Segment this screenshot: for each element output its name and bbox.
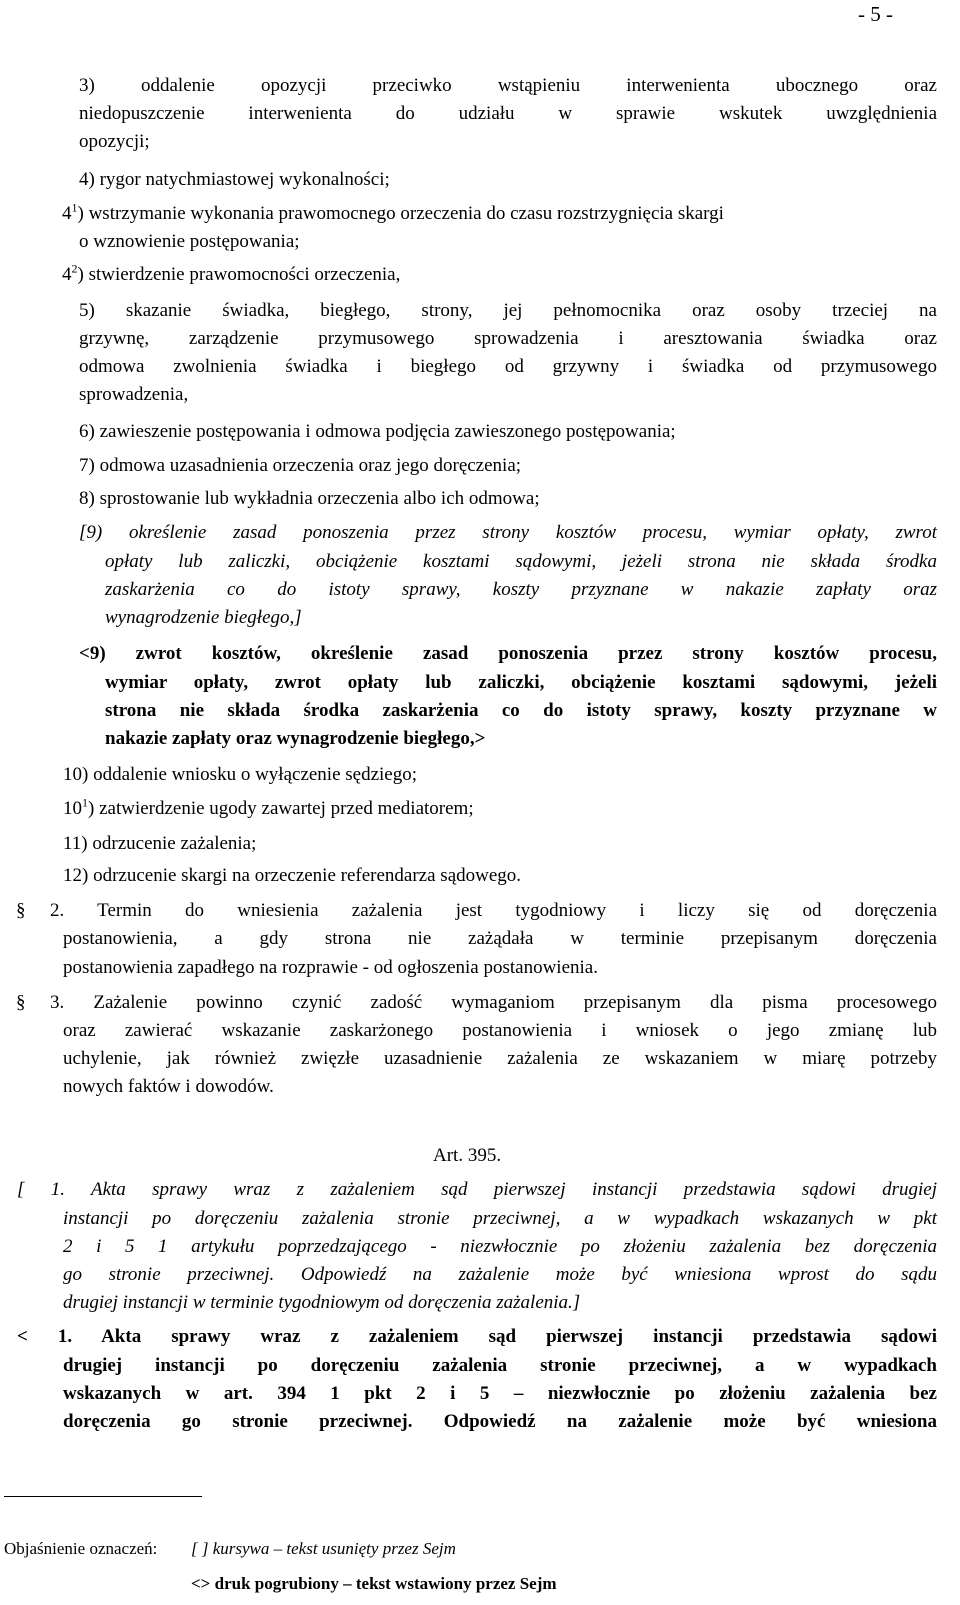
item-12: 12) odrzucenie skargi na orzeczenie referendarza sądowego. bbox=[63, 865, 522, 886]
superscript: 1 bbox=[82, 795, 88, 810]
item-5-line-1: 5) skazanie świadka, biegłego, strony, jej pełnomocnika oraz osoby trzeciej na bbox=[79, 300, 937, 321]
paragraph-2-line-3: postanowienia zapadłego na rozprawie - od ogłoszenia postanowienia. bbox=[63, 957, 598, 978]
item-9-removed-line-2: opłaty lub zaliczki, obciążenie kosztami sądowymi, jeżeli strona nie składa środka bbox=[105, 551, 937, 572]
item-9-inserted-line-2: wymiar opłaty, zwrot opłaty lub zaliczki, obciążenie kosztami sądowymi, jeżeli bbox=[105, 672, 937, 693]
article-removed-line-4: go stronie przeciwnej. Odpowiedź na zażalenie może być wniesiona wprost do sądu bbox=[63, 1264, 937, 1285]
item-4-2 bbox=[62, 260, 400, 289]
item-11: 11) odrzucenie zażalenia; bbox=[63, 833, 257, 854]
item-3-line-1: 3) oddalenie opozycji przeciwko wstąpieniu interwenienta ubocznego oraz bbox=[79, 75, 937, 96]
article-removed-line-3: 2 i 5 1 artykułu poprzedzającego - niezwłocznie po złożeniu zażalenia bez doręczenia bbox=[63, 1236, 937, 1257]
footer-legend-italic: [ ] kursywa – tekst usunięty przez Sejm bbox=[191, 1539, 456, 1558]
paragraph-3-line-1: 3. Zażalenie powinno czynić zadość wymaganiom przepisanym dla pisma procesowego bbox=[50, 992, 937, 1013]
item-text: ) stwierdzenie prawomocności orzeczenia, bbox=[77, 264, 401, 285]
article-inserted-line-1: < 1. Akta sprawy wraz z zażaleniem sąd pierwszej instancji przedstawia sądowi bbox=[17, 1326, 937, 1347]
item-4-1-line-2: o wznowienie postępowania; bbox=[79, 231, 300, 252]
item-10-1 bbox=[63, 794, 474, 823]
item-3-line-2: niedopuszczenie interwenienta do udziału w sprawie wskutek uwzględnienia bbox=[79, 103, 937, 124]
article-heading: Art. 395. bbox=[433, 1145, 502, 1166]
item-9-removed-line-4: wynagrodzenie biegłego,] bbox=[105, 607, 302, 628]
footer-legend-bold: <> druk pogrubiony – tekst wstawiony przez Sejm bbox=[191, 1574, 557, 1593]
footer-divider bbox=[4, 1496, 202, 1497]
item-9-inserted-line-4: nakazie zapłaty oraz wynagrodzenie biegłego,> bbox=[105, 728, 486, 749]
item-text: ) wstrzymanie wykonania prawomocnego orzeczenia do czasu rozstrzygnięcia skargi bbox=[77, 203, 724, 224]
item-5-line-2: grzywnę, zarządzenie przymusowego sprowadzenia i aresztowania świadka oraz bbox=[79, 328, 937, 349]
item-7: 7) odmowa uzasadnienia orzeczenia oraz jego doręczenia; bbox=[79, 455, 522, 476]
section-symbol: § bbox=[16, 900, 26, 921]
paragraph-3-line-2: oraz zawierać wskazanie zaskarżonego postanowienia i wniosek o jego zmianę lub bbox=[63, 1020, 937, 1041]
item-9-removed-line-3: zaskarżenia co do istoty sprawy, koszty przyznane w nakazie zapłaty oraz bbox=[105, 579, 937, 600]
superscript: 1 bbox=[71, 200, 78, 215]
item-9-removed-line-1: [9) określenie zasad ponoszenia przez strony kosztów procesu, wymiar opłaty, zwrot bbox=[79, 522, 937, 543]
paragraph-2-line-1: 2. Termin do wniesienia zażalenia jest tygodniowy i liczy się od doręczenia bbox=[50, 900, 937, 921]
item-4-1-line-1 bbox=[62, 199, 724, 228]
article-removed-line-5: drugiej instancji w terminie tygodniowym od doręczenia zażalenia.] bbox=[63, 1292, 581, 1313]
item-9-inserted-line-3: strona nie składa środka zaskarżenia co do istoty sprawy, koszty przyznane w bbox=[105, 700, 937, 721]
article-inserted-line-2: drugiej instancji po doręczeniu zażalenia stronie przeciwnej, a w wypadkach bbox=[63, 1355, 937, 1376]
item-number: 4 bbox=[62, 264, 72, 285]
item-number: 10 bbox=[63, 798, 82, 819]
article-inserted-line-4: doręczenia go stronie przeciwnej. Odpowiedź na zażalenie może być wniesiona bbox=[63, 1411, 937, 1432]
section-symbol: § bbox=[16, 992, 26, 1013]
item-8: 8) sprostowanie lub wykładnia orzeczenia albo ich odmowa; bbox=[79, 488, 540, 509]
item-5-line-4: sprowadzenia, bbox=[79, 384, 189, 405]
item-5-line-3: odmowa zwolnienia świadka i biegłego od grzywny i świadka od przymusowego bbox=[79, 356, 937, 377]
paragraph-3-line-4: nowych faktów i dowodów. bbox=[63, 1076, 274, 1097]
item-4: 4) rygor natychmiastowej wykonalności; bbox=[79, 169, 390, 190]
paragraph-2-line-2: postanowienia, a gdy strona nie zażądała w terminie przepisanym doręczenia bbox=[63, 928, 937, 949]
item-text: ) zatwierdzenie ugody zawartej przed mediatorem; bbox=[88, 798, 474, 819]
article-removed-line-2: instancji po doręczeniu zażalenia stronie przeciwnej, a w wypadkach wskazanych w pkt bbox=[63, 1208, 937, 1229]
item-9-inserted-line-1: <9) zwrot kosztów, określenie zasad ponoszenia przez strony kosztów procesu, bbox=[79, 643, 937, 664]
page-number: - 5 - bbox=[858, 2, 893, 26]
paragraph-3-line-3: uchylenie, jak również zwięzłe uzasadnienie zażalenia ze wskazaniem w miarę potrzeby bbox=[63, 1048, 937, 1069]
article-inserted-line-3: wskazanych w art. 394 1 pkt 2 i 5 – niezwłocznie po złożeniu zażalenia bez bbox=[63, 1383, 937, 1404]
superscript: 2 bbox=[71, 261, 78, 276]
item-3-line-3: opozycji; bbox=[79, 131, 150, 152]
item-6: 6) zawieszenie postępowania i odmowa podjęcia zawieszonego postępowania; bbox=[79, 421, 676, 442]
item-10: 10) oddalenie wniosku o wyłączenie sędziego; bbox=[63, 764, 418, 785]
footer-label: Objaśnienie oznaczeń: bbox=[4, 1539, 158, 1558]
item-number: 4 bbox=[62, 203, 72, 224]
article-removed-line-1: [ 1. Akta sprawy wraz z zażaleniem sąd pierwszej instancji przedstawia sądowi drugiej bbox=[17, 1179, 937, 1200]
